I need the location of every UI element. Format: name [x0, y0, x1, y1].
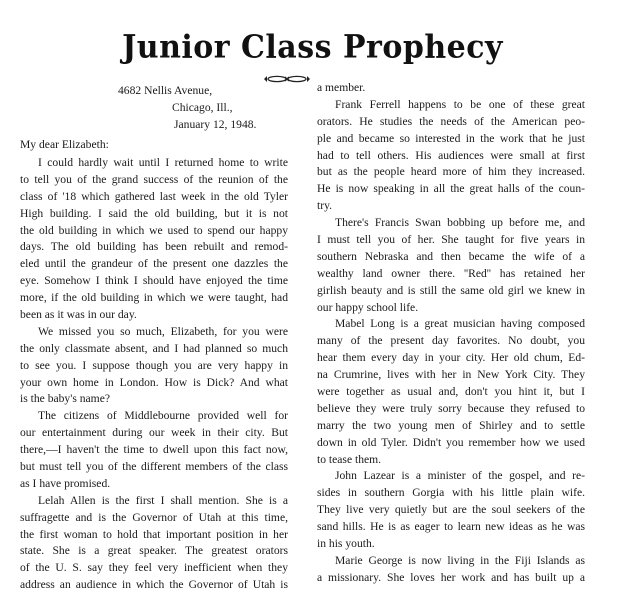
text-line: There's Francis Swan bobbing up before me, and: [335, 216, 585, 230]
text-line: as I have promised.: [20, 476, 111, 490]
page-title: Junior Class Prophecy: [122, 29, 503, 66]
text-line: try.: [317, 199, 333, 213]
text-line: more, if the old building in which we were taught, had: [20, 291, 288, 305]
scroll-divider-ornament-icon: [263, 74, 311, 84]
text-line: to see you. I suppose though you are very happy in: [20, 358, 288, 372]
text-line: Frank Ferrell happens to be one of these great: [335, 97, 585, 111]
text-line: our happy school life.: [317, 300, 419, 314]
text-line: is the baby's name?: [20, 392, 110, 406]
letter-date: January 12, 1948.: [174, 118, 257, 131]
text-line: He is now speaking in all the great halls of the coun-: [317, 182, 585, 196]
text-line: to tease them.: [317, 452, 382, 466]
text-line: The citizens of Middlebourne provided well for: [38, 409, 288, 423]
text-line: We missed you so much, Elizabeth, for you were: [38, 324, 288, 338]
text-line: were together as usual and, don't you hint it, but I: [317, 385, 585, 399]
text-line: I could hardly wait until I returned home to write: [38, 156, 288, 169]
text-line: eye. Somehow I think I should have enjoyed the time: [20, 274, 288, 288]
text-line: ple and became so interested in the work that he just: [317, 131, 585, 145]
text-line: but as the people heard more of him they increased.: [317, 165, 585, 179]
address-city: Chicago, Ill.,: [172, 101, 233, 114]
text-line: had to tell others. His audiences were small at first: [317, 148, 585, 162]
text-line: orators. He studies the needs of the American peo-: [317, 114, 585, 128]
text-line: Marie George is now living in the Fiji Islands as: [335, 553, 585, 567]
text-line: sand hills. He is as eager to learn new ideas as he was: [317, 520, 585, 534]
text-line: class of '18 which gathered last week in the old Tyler: [20, 189, 288, 203]
address-street: 4682 Nellis Avenue,: [118, 84, 213, 97]
text-line: I must tell you of her. She taught for five years in: [317, 233, 585, 247]
text-line: there,—I haven't the time to dwell upon this fact now,: [20, 443, 288, 457]
text-line: marry the two young men of Shirley and to settle: [317, 418, 585, 432]
text-line: suffragette and is the Governor of Utah at this time,: [20, 510, 288, 524]
text-line: southern Nebraska and then became the wife of a: [317, 249, 585, 263]
text-line: of the U. S. say they feel very inefficient when they: [20, 561, 288, 575]
text-line: your own home in London. How is Dick? And what: [20, 375, 288, 389]
text-line: They live very quietly but are the soul seekers of the: [317, 503, 585, 517]
text-line: wealthy land owner there. ''Red'' has retained her: [317, 266, 585, 280]
salutation: My dear Elizabeth:: [20, 138, 109, 151]
text-line: to tell you of the grand success of the reunion of the: [20, 172, 288, 186]
text-line: down in old Tyler. Didn't you remember how we used: [317, 435, 585, 449]
text-line: days. The old building has been rebuilt and remod-: [20, 240, 288, 254]
text-line: girlish beauty and is still the same old girl we knew in: [317, 283, 585, 297]
text-line: address an audience in which the Governor of Utah is: [20, 578, 288, 592]
text-line: High building. I said the old building, but it is not: [20, 206, 288, 220]
text-line: the first woman to hold that important position in her: [20, 527, 288, 541]
left-column: [20, 155, 288, 594]
text-line: Lelah Allen is the first I shall mention. She is a: [38, 493, 288, 507]
text-line: John Lazear is a minister of the gospel, and re-: [335, 469, 585, 483]
text-line: the only classmate absent, and I had planned so much: [20, 341, 288, 355]
text-line: na Crumrine, lives with her in New York City. They: [317, 368, 585, 382]
right-column: [317, 80, 585, 587]
text-line: Mabel Long is a great musician having composed: [335, 317, 585, 331]
text-line: in his youth.: [317, 537, 375, 551]
text-line: many of the present day favorites. No doubt, you: [317, 334, 585, 348]
text-line: state. She is a great speaker. The greatest orators: [20, 544, 288, 558]
text-line: eled until the grandeur of the present one dazzles the: [20, 257, 288, 271]
text-line: hear them every day in your city. Her old chum, Ed-: [317, 351, 585, 365]
text-line: a member.: [317, 81, 366, 94]
text-line: sides in southern Gorgia with his little plain wife.: [317, 486, 585, 500]
text-line: but must tell you of the different members of the class: [20, 460, 288, 474]
text-line: the old building in which we used to spend our happy: [20, 223, 288, 237]
text-line: a missionary. She loves her work and has built up a: [317, 570, 585, 584]
text-line: been as it was in our day.: [20, 308, 137, 322]
text-line: our entertainment during our week in their city. But: [20, 426, 288, 440]
text-line: believe they were truly sorry because they refused to: [317, 401, 585, 415]
